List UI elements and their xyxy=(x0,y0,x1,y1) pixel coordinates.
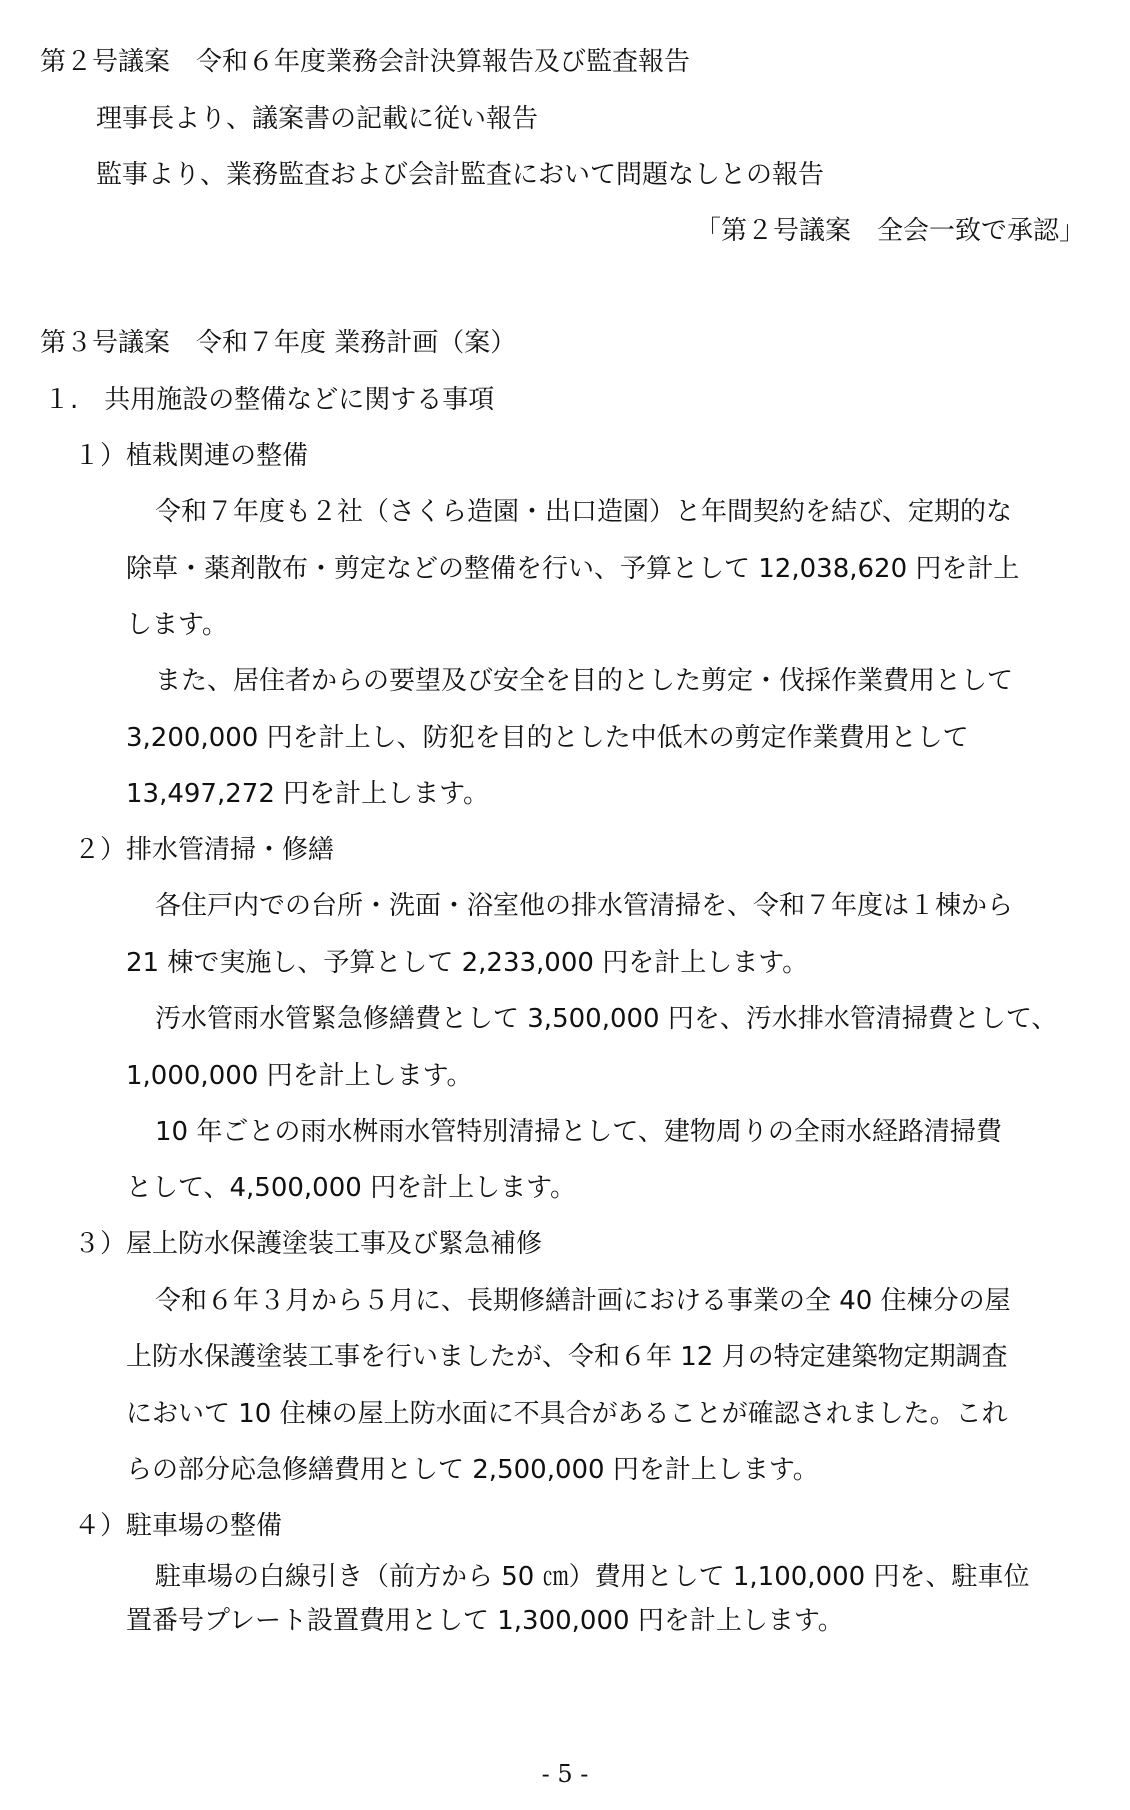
item1-line: 13,497,272 円を計上します。 xyxy=(126,779,490,809)
agenda2-report-auditor: 監事より、業務監査および会計監査において問題なしとの報告 xyxy=(96,160,825,190)
section1-heading: １. 共用施設の整備などに関する事項 xyxy=(44,385,495,415)
item2-line: 各住戸内での台所・洗面・浴室他の排水管清掃を、令和７年度は１棟から xyxy=(155,891,1014,921)
item4-line: 置番号プレート設置費用として 1,300,000 円を計上します。 xyxy=(126,1606,844,1636)
agenda2-report-chairman: 理事長より、議案書の記載に従い報告 xyxy=(96,104,539,134)
item3-line: において 10 住棟の屋上防水面に不具合があることが確認されました。これ xyxy=(126,1399,1008,1429)
item1-line: 令和７年度も２社（さくら造園・出口造園）と年間契約を結び、定期的な xyxy=(155,497,1012,527)
item3-line: らの部分応急修繕費用として 2,500,000 円を計上します。 xyxy=(126,1455,819,1485)
item1-title: １）植栽関連の整備 xyxy=(74,441,309,471)
item2-line: として、4,500,000 円を計上します。 xyxy=(126,1173,576,1203)
item2-title: ２）排水管清掃・修繕 xyxy=(74,835,335,865)
item2-line: 1,000,000 円を計上します。 xyxy=(126,1061,473,1091)
item2-line: 10 年ごとの雨水桝雨水管特別清掃として、建物周りの全雨水経路清掃費 xyxy=(155,1117,1002,1147)
item3-line: 上防水保護塗装工事を行いましたが、令和６年 12 月の特定建築物定期調査 xyxy=(126,1342,1008,1372)
item3-title: ３）屋上防水保護塗装工事及び緊急補修 xyxy=(74,1229,543,1259)
item1-line: します。 xyxy=(126,610,228,640)
item2-line: 汚水管雨水管緊急修繕費として 3,500,000 円を、汚水排水管清掃費として、 xyxy=(155,1004,1058,1034)
item4-line: 駐車場の白線引き（前方から 50 ㎝）費用として 1,100,000 円を、駐車位 xyxy=(155,1562,1030,1592)
agenda3-heading: 第３号議案 令和７年度 業務計画（案） xyxy=(40,328,517,358)
item4-title: ４）駐車場の整備 xyxy=(74,1511,283,1541)
item1-line: また、居住者からの要望及び安全を目的とした剪定・伐採作業費用として xyxy=(155,666,1014,696)
item3-line: 令和６年３月から５月に、長期修繕計画における事業の全 40 住棟分の屋 xyxy=(155,1286,1011,1316)
page-number: - 5 - xyxy=(541,1760,589,1788)
agenda2-result: 「第２号議案 全会一致で承認」 xyxy=(694,216,1085,246)
item1-line: 3,200,000 円を計上し、防犯を目的とした中低木の剪定作業費用として xyxy=(126,723,969,753)
agenda2-heading: 第２号議案 令和６年度業務会計決算報告及び監査報告 xyxy=(40,47,691,77)
item2-line: 21 棟で実施し、予算として 2,233,000 円を計上します。 xyxy=(126,948,809,978)
item1-line: 除草・薬剤散布・剪定などの整備を行い、予算として 12,038,620 円を計上 xyxy=(126,554,1020,584)
